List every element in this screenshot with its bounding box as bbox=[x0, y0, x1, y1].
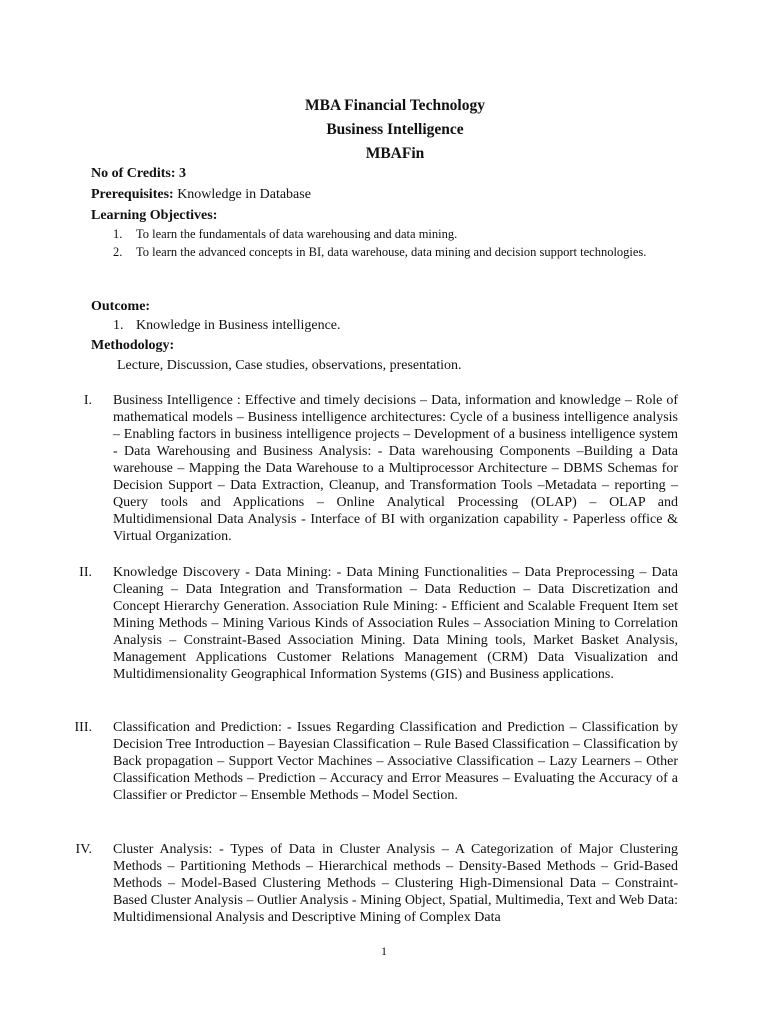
list-item bbox=[113, 316, 678, 336]
list-item-text: To learn the advanced concepts in BI, data warehouse, data mining and decision support technologies. bbox=[136, 245, 647, 259]
unit-number: II. bbox=[79, 565, 92, 580]
learning-objectives-label: Learning Objectives: bbox=[91, 208, 218, 223]
outcome-list bbox=[113, 316, 678, 336]
page-number: 1 bbox=[381, 944, 387, 958]
methodology-label: Methodology: bbox=[91, 338, 175, 353]
document-title-block bbox=[0, 94, 768, 166]
unit-number: IV. bbox=[75, 842, 92, 857]
outcome-heading bbox=[91, 297, 691, 317]
unit-text: Knowledge Discovery - Data Mining: - Data Mining Functionalities – Data Preprocessing – Data Cleaning – Data Integration and Transformation – Data Reduction – Data Discretization and Concept Hierarchy Generation. Association Rule Mining: - Efficient and Scalable Frequent Item set Mining Methods – Mining Various Kinds of Association Rules – Association Mining to Correlation Analysis – Constraint-Based Association Mining. Data Mining tools, Market Basket Analysis, Management Applications Customer Relations Management (CRM) Data Visualization and Multidimensionality Geographical Information Systems (GIS) and Business applications. bbox=[113, 565, 678, 682]
outcome-label: Outcome: bbox=[91, 299, 151, 314]
course-title: Business Intelligence bbox=[326, 121, 464, 138]
credits-label: No of Credits: 3 bbox=[91, 166, 187, 181]
prerequisites-line bbox=[91, 185, 691, 205]
program-code: MBAFin bbox=[365, 145, 425, 162]
unit-text: Cluster Analysis: - Types of Data in Cluster Analysis – A Categorization of Major Clustering Methods – Partitioning Methods – Hierarchical methods – Density-Based Methods – Grid-Based Methods – Model-Based Clustering Methods – Clustering High-Dimensional Data – Constraint-Based Cluster Analysis – Outlier Analysis - Mining Object, Spatial, Multimedia, Text and Web Data: Multidimensional Analysis and Descriptive Mining of Complex Data bbox=[113, 842, 678, 925]
unit-number: I. bbox=[83, 393, 92, 408]
credits-line bbox=[91, 164, 691, 184]
list-item bbox=[113, 225, 678, 243]
document-title: MBA Financial Technology bbox=[304, 97, 485, 114]
list-item-number: 2. bbox=[113, 245, 123, 259]
unit-text: Classification and Prediction: - Issues Regarding Classification and Prediction – Classification by Decision Tree Introduction – Bayesian Classification – Rule Based Classification – Classification by Back propagation – Support Vector Machines – Associative Classification – Lazy Learners – Other Classification Methods – Prediction – Accuracy and Error Measures – Evaluating the Accuracy of a Classifier or Predictor – Ensemble Methods – Model Section. bbox=[113, 720, 678, 803]
unit-text: Business Intelligence : Effective and timely decisions – Data, information and knowledge – Role of mathematical models – Business intelligence architectures: Cycle of a business intelligence analysis – Enabling factors in business intelligence projects – Development of a business intelligence system - Data Warehousing and Business Analysis: - Data warehousing Components –Building a Data warehouse – Mapping the Data Warehouse to a Multiprocessor Architecture – DBMS Schemas for Decision Support – Data Extraction, Cleanup, and Transformation Tools –Metadata – reporting – Query tools and Applications – Online Analytical Processing (OLAP) – OLAP and Multidimensional Data Analysis - Interface of BI with organization capability - Paperless office & Virtual Organization. bbox=[113, 393, 678, 544]
list-item-text: Knowledge in Business intelligence. bbox=[136, 318, 341, 333]
methodology-heading bbox=[91, 336, 691, 356]
learning-objectives-heading bbox=[91, 206, 691, 226]
prerequisites-label: Prerequisites: bbox=[91, 187, 174, 202]
list-item-number: 1. bbox=[113, 318, 124, 333]
methodology-text: Lecture, Discussion, Case studies, observations, presentation. bbox=[117, 358, 462, 373]
unit-number: III. bbox=[74, 720, 92, 735]
list-item-text: To learn the fundamentals of data warehousing and data mining. bbox=[136, 227, 458, 241]
prerequisites-value: Knowledge in Database bbox=[173, 187, 311, 202]
list-item-number: 1. bbox=[113, 227, 123, 241]
list-item bbox=[113, 243, 678, 261]
learning-objectives-list bbox=[113, 225, 678, 261]
